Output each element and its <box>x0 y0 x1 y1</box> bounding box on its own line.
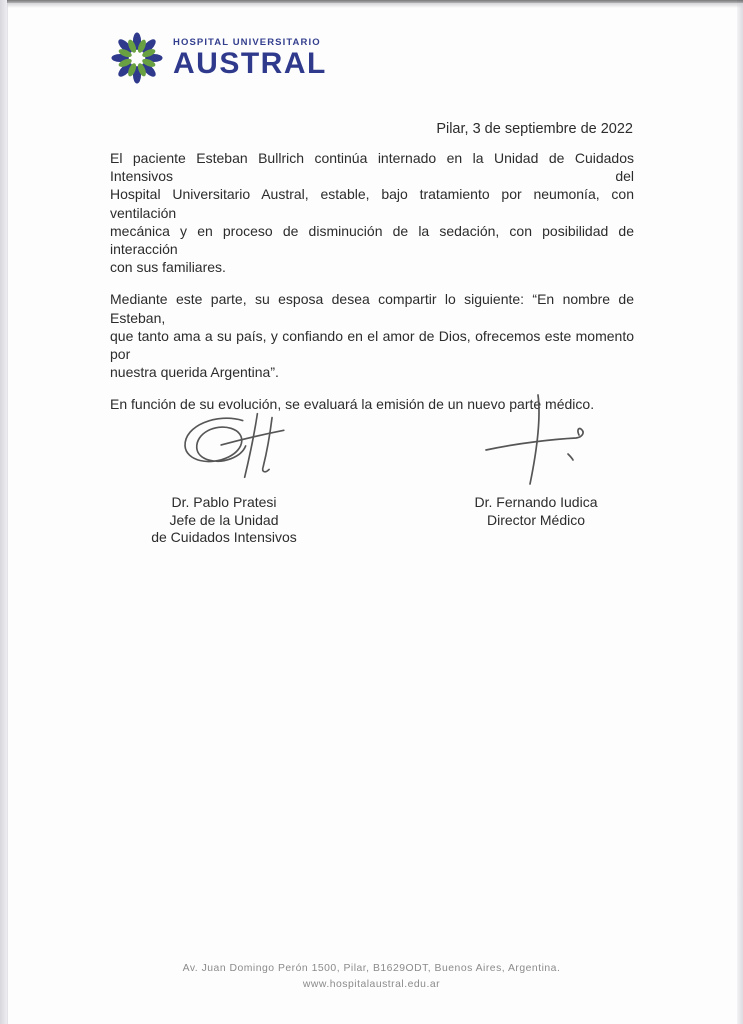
paragraph-line: Hospital Universitario Austral, estable, bajo tratamiento por neumonía, con ventilación <box>110 186 634 221</box>
hospital-logo-wordmark <box>173 26 327 79</box>
signature-iudica-icon <box>478 392 594 488</box>
letter-date: Pilar, 3 de septiembre de 2022 <box>436 121 633 137</box>
footer-address: Av. Juan Domingo Perón 1500, Pilar, B1629ODT, Buenos Aires, Argentina. <box>182 963 561 974</box>
photo-edge-left <box>0 0 8 1024</box>
letter-footer <box>0 961 743 993</box>
photo-edge-top-fade <box>7 3 743 8</box>
signer-title-line2: de Cuidados Intensivos <box>151 529 297 546</box>
paragraph-line: con sus familiares. <box>110 259 226 276</box>
paragraph-line: El paciente Esteban Bullrich continúa internado en la Unidad de Cuidados Intensivos del <box>110 150 634 185</box>
signer-name: Dr. Fernando Iudica <box>474 494 598 510</box>
paragraph-line: En función de su evolución, se evaluará la emisión de un nuevo parte médico. <box>110 396 595 413</box>
paragraph-line: que tanto ama a su país, y confiando en el amor de Dios, ofrecemos este momento por <box>110 327 634 363</box>
paragraph-line: Mediante este parte, su esposa desea compartir lo siguiente: “En nombre de Esteban, <box>110 291 634 326</box>
signer-title-line1: Jefe de la Unidad <box>169 511 279 528</box>
signature-block-iudica <box>429 494 643 529</box>
signer-title-line1: Director Médico <box>486 511 586 528</box>
signer-name: Dr. Pablo Pratesi <box>171 494 277 510</box>
footer-website: www.hospitalaustral.edu.ar <box>302 979 441 990</box>
paragraph-line: nuestra querida Argentina”. <box>110 364 279 381</box>
hospital-name-large: AUSTRAL <box>173 47 327 80</box>
letter-paragraph-1 <box>110 149 634 276</box>
paragraph-line: mecánica y en proceso de disminución de la sedación, con posibilidad de interacción <box>110 222 634 258</box>
hospital-flower-logo-icon <box>108 26 166 90</box>
letter-body <box>110 149 634 428</box>
photo-edge-right <box>737 0 743 1024</box>
signature-pratesi-icon <box>166 400 294 488</box>
letter-paragraph-2 <box>110 290 634 381</box>
signature-block-pratesi <box>117 494 331 547</box>
letterhead <box>108 26 327 90</box>
hospital-name-small: HOSPITAL UNIVERSITARIO <box>173 37 321 48</box>
